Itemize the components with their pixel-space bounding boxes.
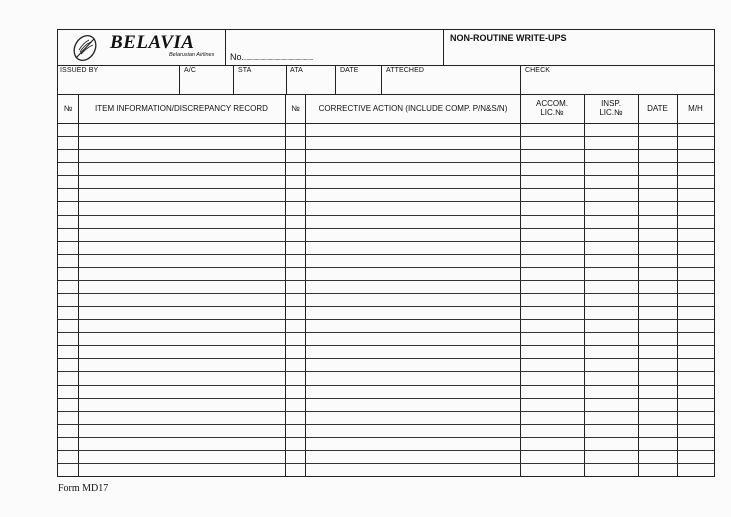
col-mh: M/H — [688, 104, 703, 113]
form-frame — [57, 29, 715, 477]
table-row — [58, 398, 714, 399]
divider — [520, 65, 521, 94]
table-row — [58, 175, 714, 176]
table-row — [58, 450, 714, 451]
table-row — [58, 371, 714, 372]
table-row — [58, 319, 714, 320]
divider — [233, 65, 234, 94]
issued-by-label: ISSUED BY — [60, 67, 99, 74]
divider — [520, 94, 521, 476]
divider — [285, 94, 286, 476]
belavia-logo-icon — [70, 33, 100, 63]
table-row — [58, 149, 714, 150]
form-title: NON-ROUTINE WRITE-UPS — [450, 33, 567, 43]
table-row — [58, 215, 714, 216]
table-row — [58, 293, 714, 294]
table-row — [58, 241, 714, 242]
table-row — [58, 345, 714, 346]
table-row — [58, 463, 714, 464]
divider — [179, 65, 180, 94]
col-no-left: № — [63, 104, 73, 113]
divider — [443, 30, 444, 65]
number-dots: ........................................................... — [244, 56, 313, 62]
ata-label: ATA — [290, 67, 303, 74]
table-row — [58, 437, 714, 438]
table-row — [58, 332, 714, 333]
divider — [381, 65, 382, 94]
table-row — [58, 201, 714, 202]
col-accom: ACCOM. LIC.№ — [536, 99, 568, 117]
divider — [58, 94, 714, 95]
table-row — [58, 411, 714, 412]
table-row — [58, 188, 714, 189]
table-row — [58, 280, 714, 281]
table-row — [58, 254, 714, 255]
table-row — [58, 162, 714, 163]
number-field[interactable] — [230, 52, 313, 62]
divider — [335, 65, 336, 94]
divider — [584, 94, 585, 476]
table-row — [58, 306, 714, 307]
col-date: DATE — [647, 104, 668, 113]
table-row — [58, 385, 714, 386]
date-label: DATE — [340, 67, 359, 74]
divider — [638, 94, 639, 476]
table-row — [58, 228, 714, 229]
table-row — [58, 136, 714, 137]
aircraft-label: A/C — [184, 67, 196, 74]
number-label: No. — [230, 52, 245, 62]
col-corrective: CORRECTIVE ACTION (INCLUDE COMP. P/N&S/N) — [318, 104, 508, 113]
divider — [78, 94, 79, 476]
table-row — [58, 424, 714, 425]
col-item: ITEM INFORMATION/DISCREPANCY RECORD — [95, 104, 268, 113]
brand-name: BELAVIA — [110, 32, 195, 53]
attached-label: ATTECHED — [386, 67, 425, 74]
brand-tagline: Belarusian Airlines — [169, 52, 215, 58]
divider — [677, 94, 678, 476]
form-code: Form MD17 — [58, 483, 109, 494]
divider — [305, 94, 306, 476]
col-no-right: № — [291, 104, 300, 113]
divider — [58, 123, 714, 124]
divider — [286, 65, 287, 94]
table-row — [58, 267, 714, 268]
divider — [225, 30, 226, 65]
table-row — [58, 358, 714, 359]
divider — [58, 65, 714, 66]
col-insp: INSP. LIC.№ — [599, 99, 623, 117]
station-label: STA — [238, 67, 252, 74]
check-label: CHECK — [525, 67, 551, 74]
